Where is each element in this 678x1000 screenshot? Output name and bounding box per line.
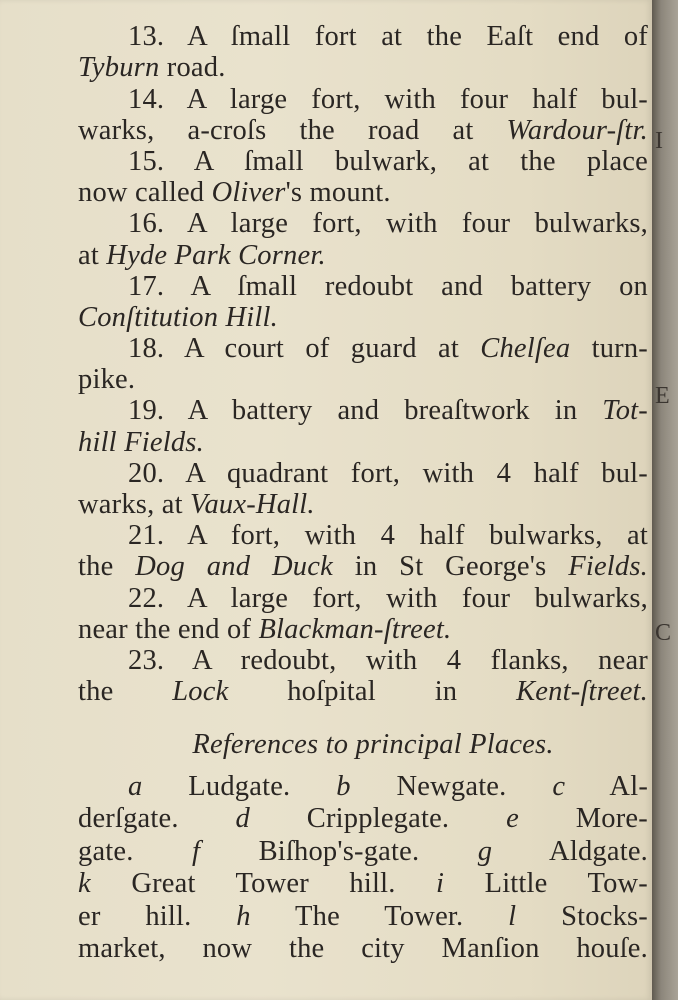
- entry-16-line-1: 16. A large fort, with four bulwarks,: [128, 208, 648, 240]
- page-text: [78, 0, 648, 966]
- reference-line-3: gate. f Biſhop's-gate. g Aldgate.: [78, 835, 648, 867]
- entry-21-line-1: 21. A fort, with 4 half bulwarks, at: [128, 520, 648, 552]
- entry-20-line-2: warks, at Vaux-Hall.: [78, 489, 315, 520]
- entry-19-line-2: [78, 427, 648, 458]
- margin-mark-3: C: [655, 620, 672, 646]
- margin-mark-1: I: [655, 128, 663, 154]
- entry-14-line-1: 14. A large fort, with four half bul-: [128, 83, 648, 115]
- place-vaux-hall: Vaux-Hall.: [190, 489, 315, 520]
- entry-22-line-1: 22. A large fort, with four bulwarks,: [128, 582, 648, 614]
- entry-17-line-1: 17. A ſmall redoubt and battery on: [128, 270, 648, 302]
- entry-17-line-2: [78, 302, 648, 333]
- place-wardour: Wardour-ſtr.: [506, 114, 648, 146]
- place-dog-and-duck: Dog and Duck: [135, 551, 333, 583]
- place-kent-street: Kent-ſtreet.: [516, 676, 648, 708]
- margin-mark-2: E: [655, 383, 670, 409]
- place-oliver: Oliver: [211, 177, 286, 209]
- reference-line-4: k Great Tower hill. i Little Tow-: [78, 868, 648, 900]
- entry-18-line-2: pike.: [78, 364, 136, 396]
- place-blackman-street: Blackman-ſtreet.: [258, 613, 452, 645]
- reference-line-2: derſgate. d Cripplegate. e More-: [78, 803, 648, 835]
- entry-14-line-2: warks, a-croſs the road at Wardour-ſtr.: [78, 114, 648, 146]
- place-constitution-hill: Conſtitution Hill.: [78, 301, 278, 333]
- entry-13-line-2: Tyburn road.: [78, 52, 226, 84]
- entry-20-line-1: 20. A quadrant fort, with 4 half bul-: [128, 457, 648, 489]
- entry-22-line-2: near the end of Blackman-ſtreet.: [78, 613, 452, 645]
- place-chelsea: Chelſea: [480, 333, 571, 365]
- reference-line-6: market, now the city Manſion houſe.: [78, 933, 648, 965]
- entry-21-line-2: the Dog and Duck in St George's Fields.: [78, 551, 648, 583]
- entry-15-line-2: now called Oliver's mount.: [78, 177, 391, 209]
- entry-19-line-1: 19. A battery and breaſtwork in Tot-: [128, 395, 648, 427]
- references-heading: References to principal Places.: [192, 729, 554, 761]
- entry-18-line-1: 18. A court of guard at Chelſea turn-: [128, 333, 648, 365]
- place-tot: Tot-: [602, 395, 648, 427]
- place-fields: Fields.: [568, 551, 648, 583]
- entry-13-line-1: 13. A ſmall fort at the Eaſt end of: [128, 21, 648, 53]
- place-lock: Lock: [172, 676, 229, 708]
- entry-23-line-1: 23. A redoubt, with 4 flanks, near: [128, 644, 648, 676]
- entry-23-line-2: the Lock hoſpital in Kent-ſtreet.: [78, 676, 648, 708]
- reference-line-5: er hill. h The Tower. l Stocks-: [78, 900, 648, 932]
- partial-top-line: [78, 0, 648, 21]
- reference-line-1: a Ludgate. b Newgate. c Al-: [128, 770, 649, 802]
- entry-15-line-1: 15. A ſmall bulwark, at the place: [128, 145, 648, 177]
- entry-16-line-2: at Hyde Park Corner.: [78, 239, 326, 271]
- place-tyburn: Tyburn: [78, 52, 160, 84]
- references-list: [78, 771, 648, 966]
- place-hyde-park: Hyde Park Corner.: [106, 239, 326, 271]
- place-tothill-fields: hill Fields.: [78, 426, 204, 458]
